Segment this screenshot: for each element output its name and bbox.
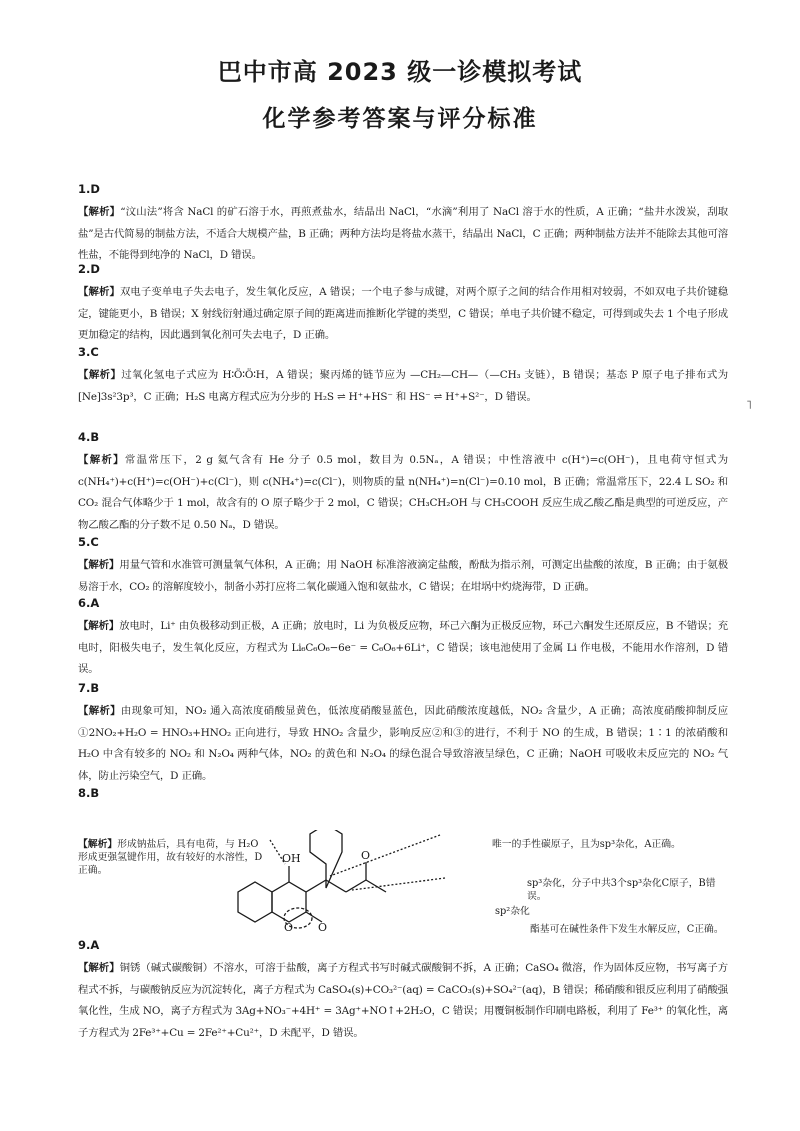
oh-label: OH bbox=[282, 852, 301, 865]
explanation-tag: 【解析】 bbox=[78, 369, 122, 381]
chain-bond-2 bbox=[326, 880, 346, 892]
explanation bbox=[78, 282, 728, 347]
question-number: 7.B bbox=[78, 681, 100, 695]
explanation-text: “汶山法”将含 NaCl 的矿石溶于水，再煎煮盐水，结晶出 NaCl，“水滴”利用了 NaCl 溶于水的性质，A 正确；“盐井水泼炭，刮取盐”是古代简易的制盐方法，不适合大规模产盐，B 正确；两种方法均是将盐水蒸干，结晶出 NaCl，C 正确；两种制盐方法并不能除去其他可溶性盐，不能得到纯净的 NaCl，D 错误。 bbox=[78, 206, 728, 261]
question-6 bbox=[78, 596, 728, 681]
explanation-tag: 【解析】 bbox=[78, 454, 125, 466]
chain-bond-3 bbox=[346, 880, 366, 892]
coumarin-benzene-ring bbox=[238, 882, 272, 922]
explanation bbox=[78, 958, 728, 1044]
chain-bond bbox=[306, 880, 326, 892]
q8-annotation-sp3: sp³杂化，分子中共3个sp³杂化C原子，B错误。 bbox=[527, 878, 716, 902]
explanation-text: 放电时，Li⁺ 由负极移动到正极，A 正确；放电时，Li 为负极反应物，环己六酮为正极反应物，环己六酮发生还原反应，B 不错误；充电时，阳极失电子，发生氧化反应，方程式为 Li₆C₆O₆−6e⁻ = C₆O₆+6Li⁺，C 错误；该电池使用了金属 Li 作电极，不能用水作溶剂，D 错误。 bbox=[78, 620, 728, 675]
explanation-text: 双电子变单电子失去电子，发生氧化反应，A 错误；一个电子参与成键，对两个原子之间的结合作用相对较弱，不如双电子共价键稳定，键能更小，B 错误；X 射线衍射通过确定原子间的距离进而推断化学键的类型，C 错误；单电子共价键不稳定，可得到或失去 1 个电子形成更加稳定的结构，因此遇到氧化剂可失去电子，D 正确。 bbox=[78, 286, 728, 341]
question-number: 2.D bbox=[78, 262, 100, 276]
explanation-text: 铜锈（碱式碳酸铜）不溶水，可溶于盐酸，离子方程式书写时碱式碳酸铜不拆，A 正确；CaSO₄ 微溶，作为固体反应物，书写离子方程式不拆，与碳酸钠反应为沉淀转化，离子方程式为 CaSO₄(s)+CO₃²⁻(aq) = CaCO₃(s)+SO₄²⁻(aq)，B 错误；稀硝酸和银反应利用了硝酸强氧化性，生成 NO，离子方程式为 3Ag+NO₃⁻+4H⁺ = 3Ag⁺+NO↑+2H₂O，C 错误；用覆铜板制作印刷电路板，利用了 Fe³⁺ 的氧化性，离子方程式为 2Fe³⁺+Cu = 2Fe²⁺+Cu²⁺，D 未配平，D 错误。 bbox=[78, 962, 728, 1039]
question-number: 8.B bbox=[78, 786, 100, 800]
methyl-bond bbox=[366, 880, 386, 892]
pyranone-ring bbox=[272, 882, 306, 922]
question-number: 6.A bbox=[78, 596, 100, 610]
question-number: 1.D bbox=[78, 182, 100, 196]
ring-o-label: O bbox=[284, 921, 294, 934]
question-number: 9.A bbox=[78, 938, 100, 952]
explanation-tag: 【解析】 bbox=[78, 559, 120, 571]
explanation bbox=[78, 701, 728, 787]
question-1 bbox=[78, 182, 728, 267]
explanation-tag: 【解析】 bbox=[78, 620, 120, 632]
question-9 bbox=[78, 938, 728, 1044]
q8-annotation-sp2: sp²杂化 bbox=[495, 906, 530, 917]
explanation-tag: 【解析】 bbox=[78, 839, 118, 850]
question-2 bbox=[78, 262, 728, 347]
lactone-o-label: O bbox=[318, 921, 328, 934]
page-title: 巴中市高 2023 级一诊模拟考试 bbox=[217, 58, 583, 86]
phenyl-ring bbox=[310, 830, 342, 888]
q8-annotation-ester: 酯基可在碱性条件下发生水解反应，C正确。 bbox=[530, 924, 724, 935]
question-3 bbox=[78, 345, 728, 408]
question-7 bbox=[78, 681, 728, 787]
explanation-text: 常温常压下，2 g 氦气含有 He 分子 0.5 mol，数目为 0.5Nₐ，A 错误；中性溶液中 c(H⁺)=c(OH⁻)，且电荷守恒式为 c(NH₄⁺)+c(H⁺)=c(OH⁻)+c(Cl⁻)，则 c(NH₄⁺)=c(Cl⁻)，则物质的量 n(NH₄⁺)=n(Cl⁻)=0.10 mol，B 正确；常温常压下，22.4 L SO₂ 和 CO₂ 混合气体略少于 1 mol，故含有的 O 原子略少于 2 mol，C 错误；CH₃CH₂OH 与 CH₃COOH 反应生成乙酸乙酯是典型的可逆反应，产物乙酸乙酯的分子数不足 0.50 Nₐ，D 错误。 bbox=[78, 454, 729, 531]
explanation-text: 由现象可知，NO₂ 通入高浓度硝酸显黄色，低浓度硝酸显蓝色，因此硝酸浓度越低，NO₂ 含量少，A 正确；高浓度硝酸抑制反应①2NO₂+H₂O = HNO₃+HNO₂ 正向进行，导致 HNO₂ 含量少，影响反应②和③的进行，不利于 NO 的生成，B 错误；1∶1 的浓硝酸和 H₂O 中含有较多的 NO₂ 和 N₂O₄ 两种气体，NO₂ 的黄色和 N₂O₄ 的绿色混合导致溶液呈绿色，C 正确；NaOH 可吸收未反应完的 NO₂ 气体，防止污染空气，D 正确。 bbox=[78, 705, 729, 782]
explanation-text: 过氧化氢电子式应为 H∶Ö∶Ö∶H，A 错误；聚丙烯的链节应为 —CH₂—CH—（—CH₃ 支链），B 错误；基态 P 原子电子排布式为 [Ne]3s²3p³，C 正确；H₂S 电离方程式应为分步的 H₂S ⇌ H⁺+HS⁻ 和 HS⁻ ⇌ H⁺+S²⁻，D 错误。 bbox=[78, 369, 728, 403]
q8-annotation-solubility: 【解析】形成钠盐后，具有电荷，与 H₂O形成更强氢键作用，故有较好的水溶性，D正确。 bbox=[78, 839, 263, 876]
page-subtitle: 化学参考答案与评分标准 bbox=[262, 106, 538, 132]
question-number: 3.C bbox=[78, 345, 99, 359]
question-number: 5.C bbox=[78, 535, 99, 549]
question-8 bbox=[78, 786, 728, 800]
q8-structure-diagram bbox=[230, 830, 490, 935]
q8-annotation-chiral: 唯一的手性碳原子，且为sp³杂化，A正确。 bbox=[492, 839, 681, 850]
explanation-tag: 【解析】 bbox=[78, 206, 121, 218]
explanation bbox=[78, 450, 728, 536]
explanation bbox=[78, 202, 728, 267]
question-4 bbox=[78, 430, 728, 536]
pointer-line bbox=[330, 835, 440, 876]
explanation bbox=[78, 365, 728, 408]
explanation-tag: 【解析】 bbox=[78, 286, 120, 298]
explanation bbox=[78, 616, 728, 681]
explanation-text: 用量气管和水准管可测量氧气体积，A 正确；用 NaOH 标准溶液滴定盐酸，酚酞为指示剂，可测定出盐酸的浓度，B 正确；由于氨极易溶于水，CO₂ 的溶解度较小，制备小苏打应将二氧化碳通入饱和氨盐水，C 错误；在坩埚中灼烧海带，D 正确。 bbox=[78, 559, 728, 593]
margin-mark: ˥ bbox=[746, 398, 752, 412]
ketone-o-label: O bbox=[361, 849, 371, 862]
explanation-tag: 【解析】 bbox=[78, 705, 121, 717]
explanation bbox=[78, 555, 728, 598]
question-number: 4.B bbox=[78, 430, 100, 444]
explanation-tag: 【解析】 bbox=[78, 962, 120, 974]
question-5 bbox=[78, 535, 728, 598]
